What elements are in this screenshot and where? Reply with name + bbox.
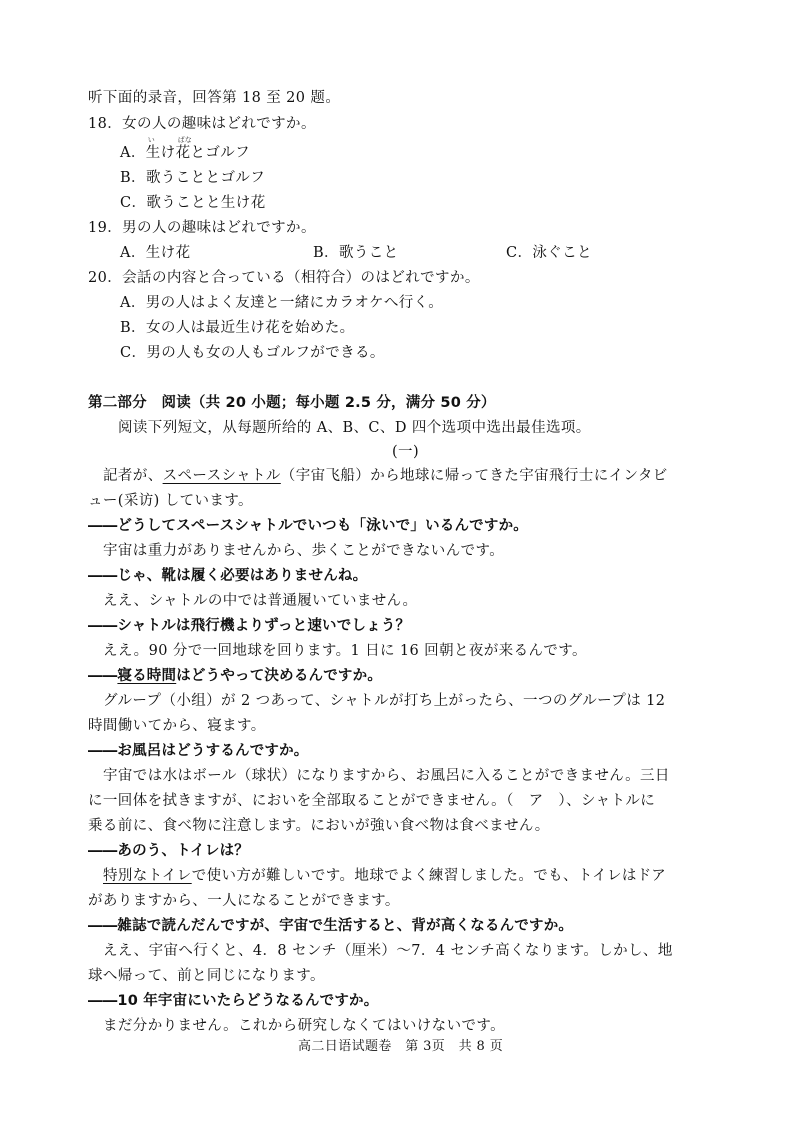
underlined-space-shuttle: スペースシャトル bbox=[162, 468, 281, 484]
option-a-label: A． bbox=[120, 145, 146, 161]
interview-question-8: ――10 年宇宙にいたらどうなるんですか。 bbox=[88, 993, 379, 1009]
question-18-option-a bbox=[120, 136, 251, 163]
interview-answer-4-line-2: 時間働いてから、寝ます。 bbox=[88, 718, 266, 734]
dash: ―― bbox=[88, 668, 118, 684]
ikebana-word bbox=[145, 136, 192, 161]
underlined-sleep-time: 寝る時間 bbox=[117, 668, 177, 684]
interview-answer-5-line-3: 乗る前に、食べ物に注意します。においが強い食べ物は食べません。 bbox=[88, 818, 550, 834]
ikebana-text: 生け花 bbox=[145, 145, 191, 161]
interview-question-1: ――どうしてスペースシャトルでいつも「泳いで」いるんですか。 bbox=[88, 518, 528, 534]
furigana-i: い bbox=[147, 136, 155, 144]
interview-answer-7-line-1: ええ、宇宙へ行くと、4．8 センチ（厘米）～7．4 センチ高くなります。しかし、地 bbox=[103, 943, 673, 959]
listening-instruction: 听下面的录音，回答第 18 至 20 题。 bbox=[88, 90, 341, 106]
question-18-option-b: B．歌うこととゴルフ bbox=[120, 170, 266, 186]
interview-answer-6-line-1 bbox=[103, 866, 666, 886]
question-20-option-c: C．男の人も女の人もゴルフができる。 bbox=[120, 345, 385, 361]
interview-answer-6-line-2: がありますから、一人になることができます。 bbox=[88, 893, 400, 909]
question-19-stem: 19．男の人の趣味はどれですか。 bbox=[88, 220, 316, 236]
interview-answer-1: 宇宙は重力がありませんから、歩くことができないんです。 bbox=[103, 543, 505, 559]
interview-question-2: ――じゃ、靴は履く必要はありませんね。 bbox=[88, 568, 368, 584]
question-20-stem: 20．会話の内容と合っている（相符合）のはどれですか。 bbox=[88, 270, 480, 286]
answer-6-rest: で使い方が難しいです。地球でよく練習しました。でも、トイレはドア bbox=[191, 868, 667, 884]
question-20-option-a: A．男の人はよく友達と一緒にカラオケへ行く。 bbox=[120, 295, 444, 311]
question-19-option-a: A．生け花 bbox=[120, 245, 191, 261]
furigana-bana: ばな bbox=[177, 136, 192, 144]
question-4-rest: はどうやって決めるんですか。 bbox=[176, 668, 383, 684]
interview-question-6: ――あのう、トイレは？ bbox=[88, 843, 249, 859]
option-a-rest: とゴルフ bbox=[190, 145, 251, 161]
interview-answer-4-line-1: グループ（小组）が 2 つあって、シャトルが打ち上がったら、一つのグループは 12 bbox=[103, 693, 666, 709]
question-19-option-b: B．歌うこと bbox=[313, 245, 399, 261]
interview-answer-2: ええ、シャトルの中では普通履いていません。 bbox=[103, 593, 418, 609]
interview-question-5: ――お風呂はどうするんですか。 bbox=[88, 743, 309, 759]
question-18-stem: 18．女の人の趣味はどれですか。 bbox=[88, 116, 316, 132]
question-19-option-c: C．泳ぐこと bbox=[506, 245, 592, 261]
passage-intro-text: 記者が、 bbox=[103, 468, 163, 484]
interview-question-7: ――雑誌で読んだんですが、宇宙で生活すると、背が高くなるんですか。 bbox=[88, 918, 574, 934]
interview-question-3: ――シャトルは飛行機よりずっと速いでしょう？ bbox=[88, 618, 411, 634]
interview-answer-5-line-1: 宇宙では水はボール（球状）になりますから、お風呂に入ることができません。三日 bbox=[103, 768, 670, 784]
underlined-special-toilet: 特別なトイレ bbox=[103, 868, 192, 884]
interview-answer-8: まだ分かりません。これから研究しなくてはいけないです。 bbox=[103, 1018, 506, 1034]
passage-intro-line-2: ュー(采访) しています。 bbox=[88, 493, 253, 509]
question-18-option-c: C．歌うことと生け花 bbox=[120, 195, 266, 211]
interview-answer-7-line-2: 球へ帰って、前と同じになります。 bbox=[88, 968, 325, 984]
interview-answer-5-line-2: に一回体を拭きますが、においを全部取ることができません。（ ア ）、シャトルに bbox=[88, 793, 656, 809]
question-20-option-b: B．女の人は最近生け花を始めた。 bbox=[120, 320, 355, 336]
section-number: (一) bbox=[392, 444, 420, 460]
passage-intro-text-rest: （宇宙飞船）から地球に帰ってきた宇宙飛行士にインタビ bbox=[280, 468, 668, 484]
part-two-instruction: 阅读下列短文，从每题所给的 A、B、C、D 四个选项中选出最佳选项。 bbox=[118, 420, 591, 436]
interview-question-4 bbox=[88, 666, 382, 686]
interview-answer-3: ええ。90 分で一回地球を回ります。1 日に 16 回朝と夜が来るんです。 bbox=[103, 643, 587, 659]
passage-intro-line-1 bbox=[103, 466, 668, 486]
part-two-heading: 第二部分 阅读（共 20 小题；每小题 2.5 分，满分 50 分） bbox=[88, 395, 496, 411]
page-footer: 高二日语试题卷 第 3页 共 8 页 bbox=[298, 1039, 504, 1054]
